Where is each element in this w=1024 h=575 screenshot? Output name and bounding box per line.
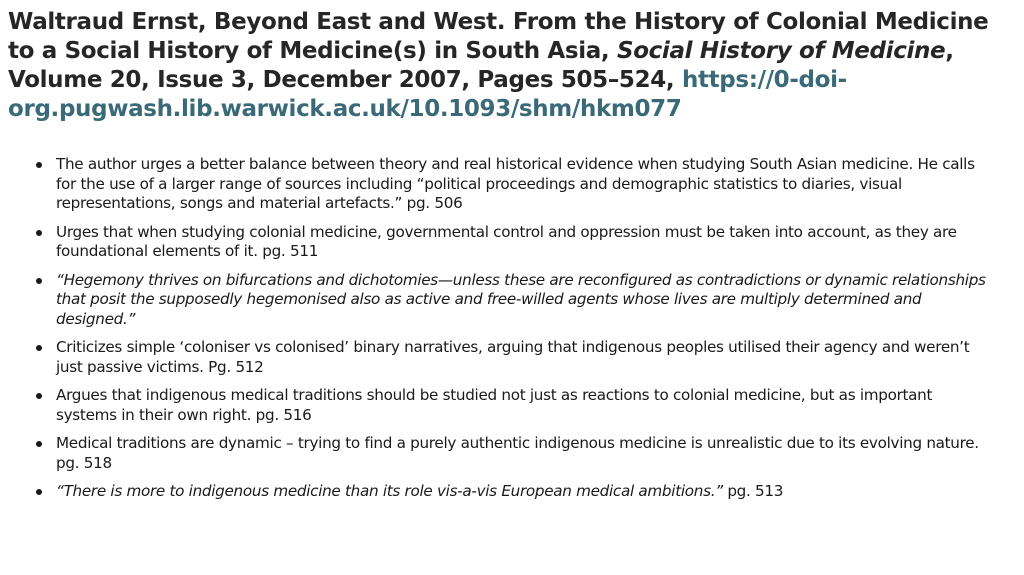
bullet-text: Criticizes simple ‘coloniser vs colonised’ binary narratives, arguing that indigenous peoples utilised their agency and weren’t just passive victims. Pg. 512 [56, 338, 970, 376]
citation-volume-pages: , Volume 20, Issue 3, December 2007, Pages 505–524, [8, 38, 954, 93]
bullet-page-ref: pg. 513 [722, 482, 784, 500]
citation-journal: Social History of Medicine [616, 38, 946, 64]
bullet-quote: “Hegemony thrives on bifurcations and dichotomies—unless these are reconfigured as contradictions or dynamic relationships that posit the supposedly hegemonised also as active and free-willed agents whose lives are multiply determined and designed.” [56, 270, 986, 328]
list-item [56, 386, 991, 425]
citation-heading [8, 8, 998, 124]
bullet-text: Medical traditions are dynamic – trying to find a purely authentic indigenous medicine is unrealistic due to its evolving nature. pg. 518 [56, 434, 979, 472]
bullet-text: Argues that indigenous medical traditions should be studied not just as reactions to colonial medicine, but as important systems in their own right. pg. 516 [56, 386, 933, 424]
list-item [56, 482, 991, 502]
list-item [56, 338, 991, 377]
notes-list [56, 155, 991, 511]
list-item [56, 271, 991, 330]
list-item [56, 155, 991, 214]
bullet-quote: “There is more to indigenous medicine than its role vis-a-vis European medical ambitions.” [56, 482, 723, 500]
doi-link[interactable]: https://0-doi-org.pugwash.lib.warwick.ac.uk/10.1093/shm/hkm077 [8, 67, 847, 122]
list-item [56, 223, 991, 262]
bullet-text: The author urges a better balance between theory and real historical evidence when studying South Asian medicine. He calls for the use of a larger range of sources including “political proceedings and demographic statistics to diaries, visual representations, songs and material artefacts.” pg. 506 [56, 155, 975, 212]
citation-authors-title: Waltraud Ernst, Beyond East and West. From the History of Colonial Medicine to a Social History of Medicine(s) in South Asia, [8, 9, 989, 64]
bullet-text: Urges that when studying colonial medicine, governmental control and oppression must be taken into account, as they are foundational elements of it. pg. 511 [56, 222, 957, 260]
list-item [56, 434, 991, 473]
